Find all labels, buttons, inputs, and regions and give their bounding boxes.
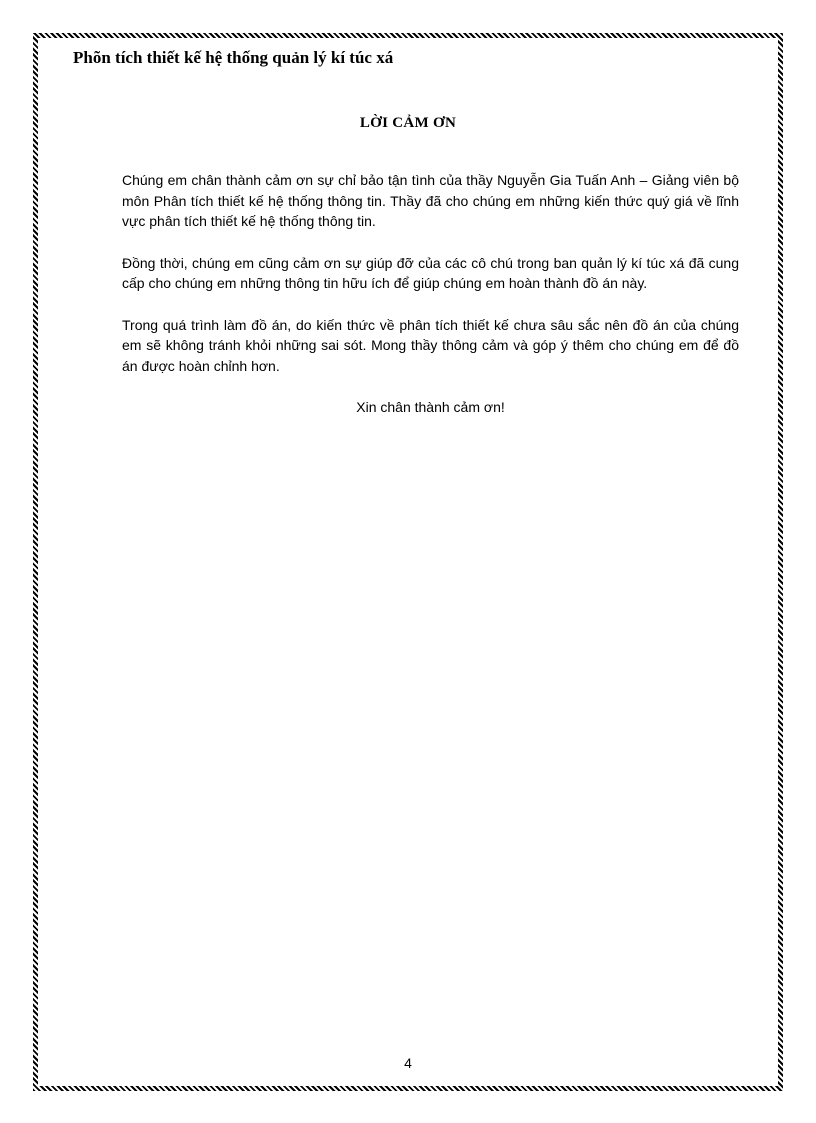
closing-line: Xin chân thành cảm ơn! [356,399,505,415]
paragraph-1: Chúng em chân thành cảm ơn sự chỉ bảo tận tình của thầy Nguyễn Gia Tuấn Anh – Giảng viên bộ môn Phân tích thiết kế hệ thống thông tin. Thầy đã cho chúng em những kiến thức quý giá về lĩnh vực phân tích thiết kế hệ thống thông tin. [122,172,739,229]
document-body [122,170,739,439]
document-heading: LỜI CẢM ƠN [359,115,457,131]
paragraph-2: Đồng thời, chúng em cũng cảm ơn sự giúp đỡ của các cô chú trong ban quản lý kí túc xá đã cung cấp cho chúng em những thông tin hữu ích để giúp chúng em hoàn thành đồ án này. [122,254,739,291]
page-number: 4 [404,1055,412,1071]
paragraph-3: Trong quá trình làm đồ án, do kiến thức về phân tích thiết kế chưa sâu sắc nên đồ án của chúng em sẽ không tránh khỏi những sai sót. Mong thầy thông cảm và góp ý thêm cho chúng em để đồ án được hoàn chỉnh hơn. [122,316,739,374]
header-title: Phõn tích thiết kế hệ thống quản lý kí túc xá [73,48,394,67]
